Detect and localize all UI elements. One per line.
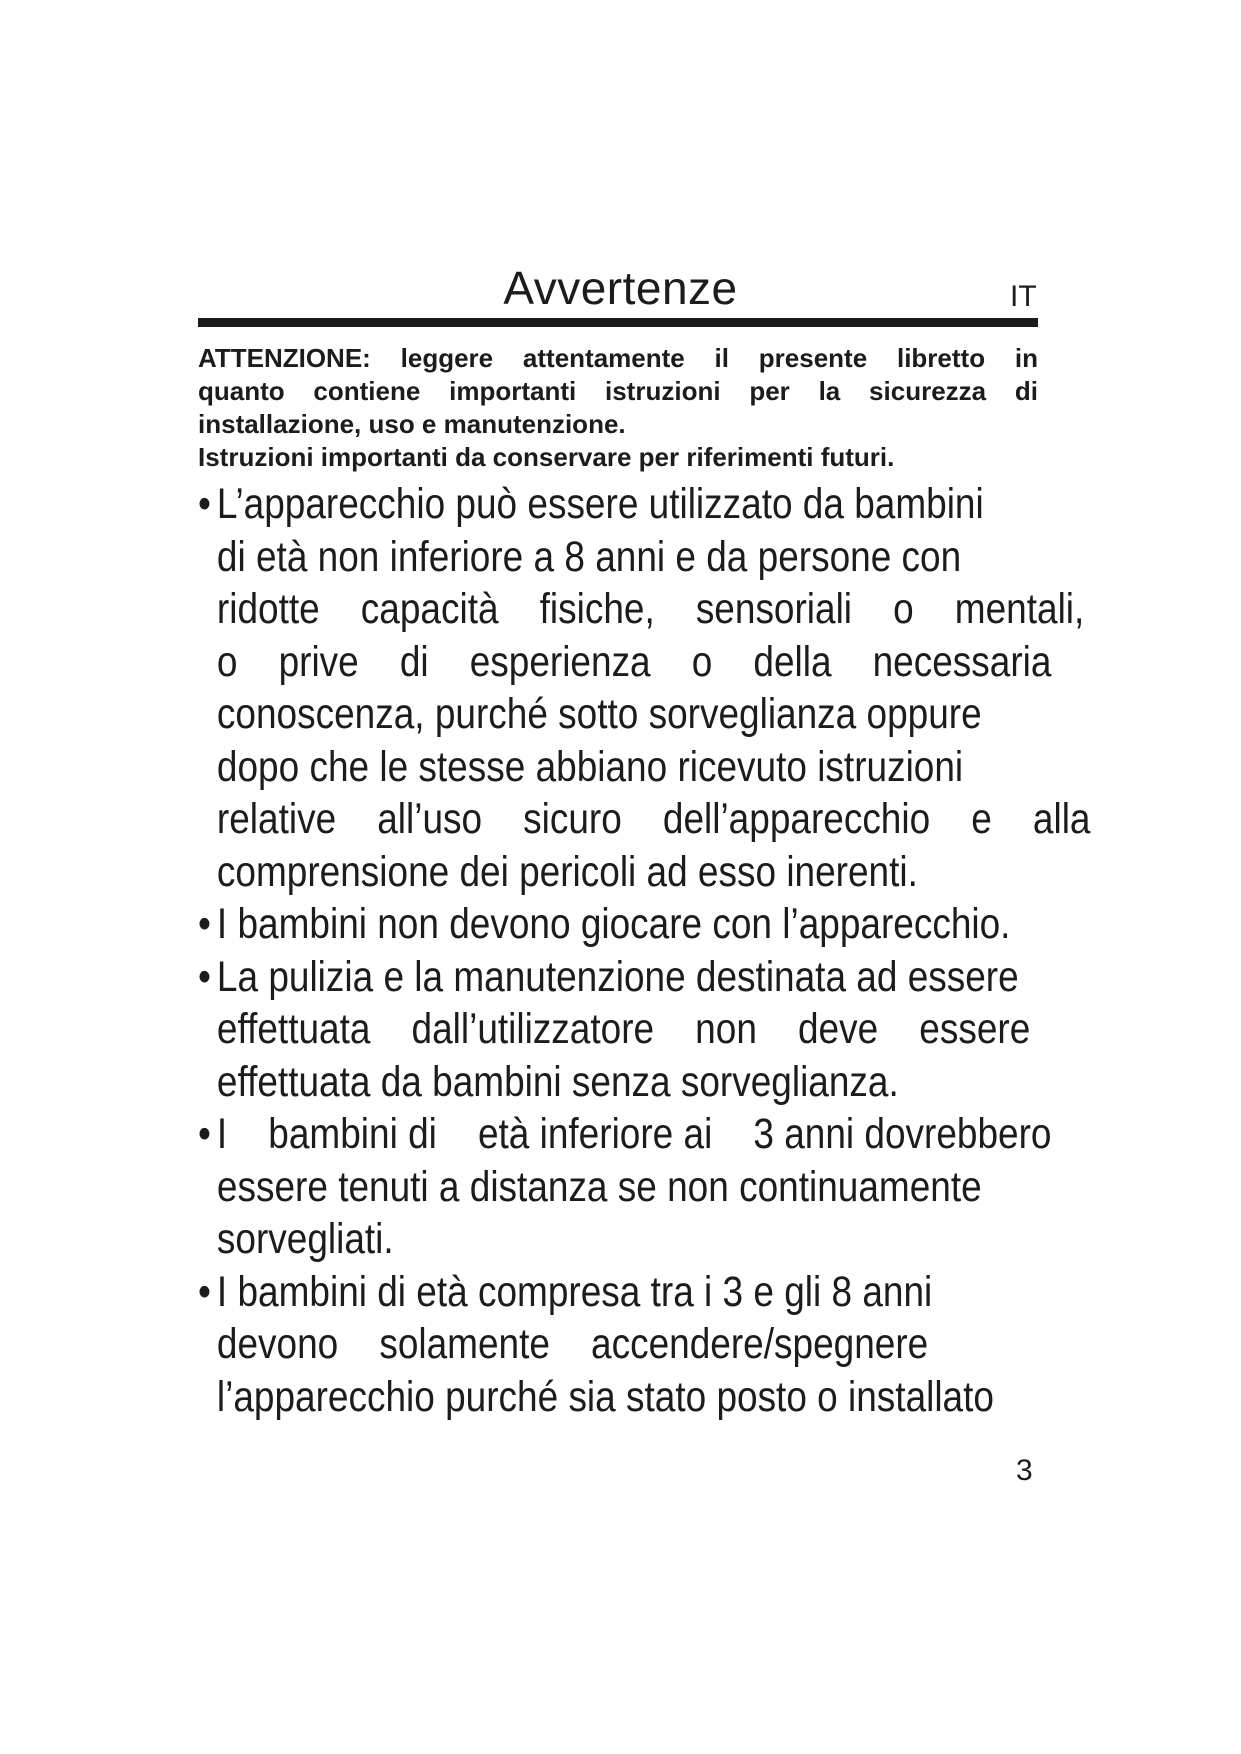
list-item-text: L’apparecchio può essere utilizzato da bambini xyxy=(216,480,984,528)
list-item-continuation: effettuata dall’utilizzatore non deve essere xyxy=(216,1005,1031,1053)
page-number: 3 xyxy=(1016,1454,1033,1487)
list-item-continuation: conoscenza, purché sotto sorveglianza oppure xyxy=(216,690,982,738)
warning-line: Istruzioni importanti da conservare per riferimenti futuri. xyxy=(198,442,895,472)
bullet-icon: • xyxy=(198,900,211,948)
list-item xyxy=(198,951,1090,1004)
list-item-continuation: l’apparecchio purché sia stato posto o installato xyxy=(216,1372,994,1421)
bullet-icon: • xyxy=(198,952,211,1001)
list-item xyxy=(198,478,1090,531)
page-title: Avvertenze xyxy=(503,262,738,314)
list-item-continuation: devono solamente accendere/spegnere xyxy=(216,1320,929,1368)
list-item-continuation: o prive di esperienza o della necessaria xyxy=(216,637,1052,686)
list-item-continuation: ridotte capacità fisiche, sensoriali o mentali, xyxy=(216,585,1085,633)
safety-instructions-list xyxy=(198,478,1090,1423)
list-item-text: La pulizia e la manutenzione destinata ad essere xyxy=(216,952,1019,1001)
bullet-icon: • xyxy=(198,1267,211,1316)
language-code: IT xyxy=(1010,280,1037,313)
list-item-continuation: sorvegliati. xyxy=(216,1215,394,1263)
title-underline-rule xyxy=(198,318,1038,327)
list-item-text: I bambini di età compresa tra i 3 e gli 8 anni xyxy=(216,1267,933,1316)
bullet-icon: • xyxy=(198,1110,211,1158)
warning-line: quanto contiene importanti istruzioni per la sicurezza di xyxy=(198,376,1038,406)
bullet-icon: • xyxy=(198,480,211,528)
list-item-text: I bambini non devono giocare con l’apparecchio. xyxy=(216,900,1011,948)
list-item-continuation: di età non inferiore a 8 anni e da persone con xyxy=(216,532,962,581)
list-item xyxy=(198,898,1090,951)
warning-line: installazione, uso e manutenzione. xyxy=(198,409,626,439)
list-item-continuation: relative all’uso sicuro dell’apparecchio e alla xyxy=(216,795,1091,843)
list-item-continuation: comprensione dei pericoli ad esso inerenti. xyxy=(216,847,918,896)
list-item-text: I bambini di età inferiore ai 3 anni dovrebbero xyxy=(216,1110,1052,1158)
warning-line: ATTENZIONE: leggere attentamente il presente libretto in xyxy=(198,343,1038,373)
safety-warning-block xyxy=(198,342,1038,474)
list-item-continuation: essere tenuti a distanza se non continuamente xyxy=(216,1162,982,1211)
list-item-continuation: effettuata da bambini senza sorveglianza. xyxy=(216,1057,899,1106)
list-item xyxy=(198,1266,1090,1319)
list-item xyxy=(198,1108,1090,1161)
list-item-continuation: dopo che le stesse abbiano ricevuto istruzioni xyxy=(216,742,964,791)
